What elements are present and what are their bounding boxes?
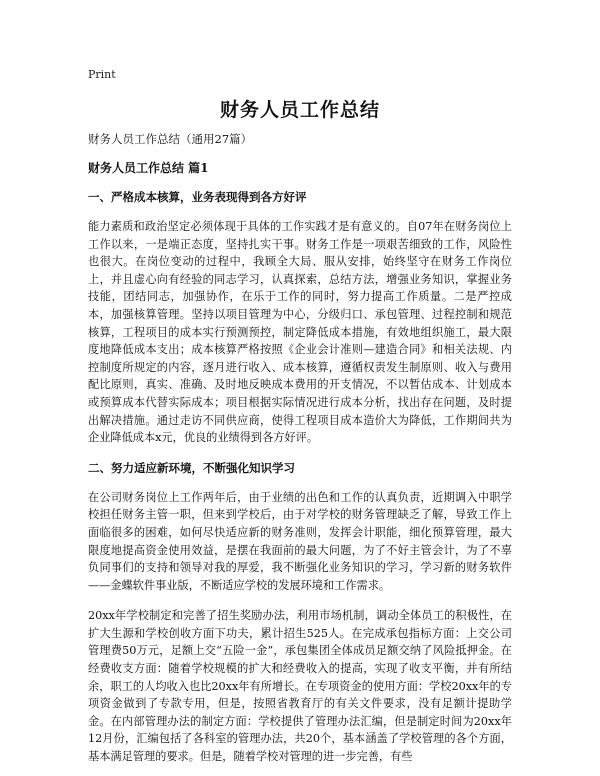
print-label[interactable]: Print bbox=[88, 68, 116, 81]
section-heading-2: 二、努力适应新环境，不断强化知识学习 bbox=[88, 460, 295, 475]
section-title: 财务人员工作总结 篇1 bbox=[88, 161, 209, 175]
paragraph-1: 能力素质和政治坚定必须体现于具体的工作实践才是有意义的。自07年在财务岗位上工作以来，一是端正态度，坚持扎实干事。财务工作是一项艰苦细致的工作，风险性也很大。在岗位变动的过程中，我顾全大局、服从安排，始终坚守在财务工作岗位上，并且虚心向有经验的同志学习，认真探索，总结方法，增强业务知识，掌握业务技能，团结同志，加强协作，在乐于工作的同时，努力提高工作质量。二是严控成本，加强核算管理。坚持以项目管理为中心，分级归口、承包管理、过程控制和规范核算，工程项目的成本实行预测预控，制定降低成本措施，有效地组织施工，最大限度地降低成本支出；成本核算严格按照《企业会计准则—建造合同》和相关法规、内控制度所规定的内容，逐月进行收入、成本核算，遵循权责发生制原则、收入与费用配比原则，真实、准确、及时地反映成本费用的开支情况，不以暂估成本、计划成本或预算成本代替实际成本；项目根据实际情况进行成本分析，找出存在问题，及时提出解决措施。通过走访不同供应商，使得工程项目成本造价大为降低，工作期间共为企业降低成本x元，优良的业绩得到各方好评。 bbox=[88, 220, 512, 445]
document-subtitle: 财务人员工作总结（通用27篇） bbox=[88, 132, 253, 146]
paragraph-2: 在公司财务岗位上工作两年后，由于业绩的出色和工作的认真负责，近期调入中职学校担任财务主管一职，但来到学校后，由于对学校的财务管理缺乏了解，导致工作上面临很多的困难，如何尽快适应新的财务准则，发挥会计职能，细化预算管理，最大限度地提高资金使用效益，是摆在我面前的最大问题，为了不好主管会计，为了不辜负同事们的支持和领导对我的厚爱，我不断强化业务知识的学习，学习新的财务软件——金蝶软件事业版，不断适应学校的发展环境和工作需求。 bbox=[88, 490, 512, 592]
document-title: 财务人员工作总结 bbox=[219, 99, 380, 121]
section-heading-1: 一、严格成本核算，业务表现得到各方好评 bbox=[88, 190, 307, 204]
document-body bbox=[88, 159, 512, 776]
paragraph-3: 20xx年学校制定和完善了招生奖励办法，利用市场机制，调动全体员工的积极性，在扩大生源和学校创收方面下功夫，累计招生525人。在完成承包指标方面：上交公司管理费50万元，足额上交“五险一金”，承包集团全体成员足额交纳了风险抵押金。在经费收支方面：随着学校规模的扩大和经费收入的提高，实现了收支平衡，并有所结余，职工的人均收入也比20xx年有所增长。在专项资金的使用方面：学校20xx年的专项资金做到了专款专用，但是，按照省教育厅的有关文件要求，没有足额计提助学金。在内部管理办法的制定方面：学校提供了管理办法汇编，但是制定时间为20xx年12月份，汇编包括了各科室的管理办法，共20个，基本涵盖了学校管理的各个方面，基本满足管理的要求。但是，随着学校对管理的进一步完善，有些 bbox=[88, 609, 512, 764]
